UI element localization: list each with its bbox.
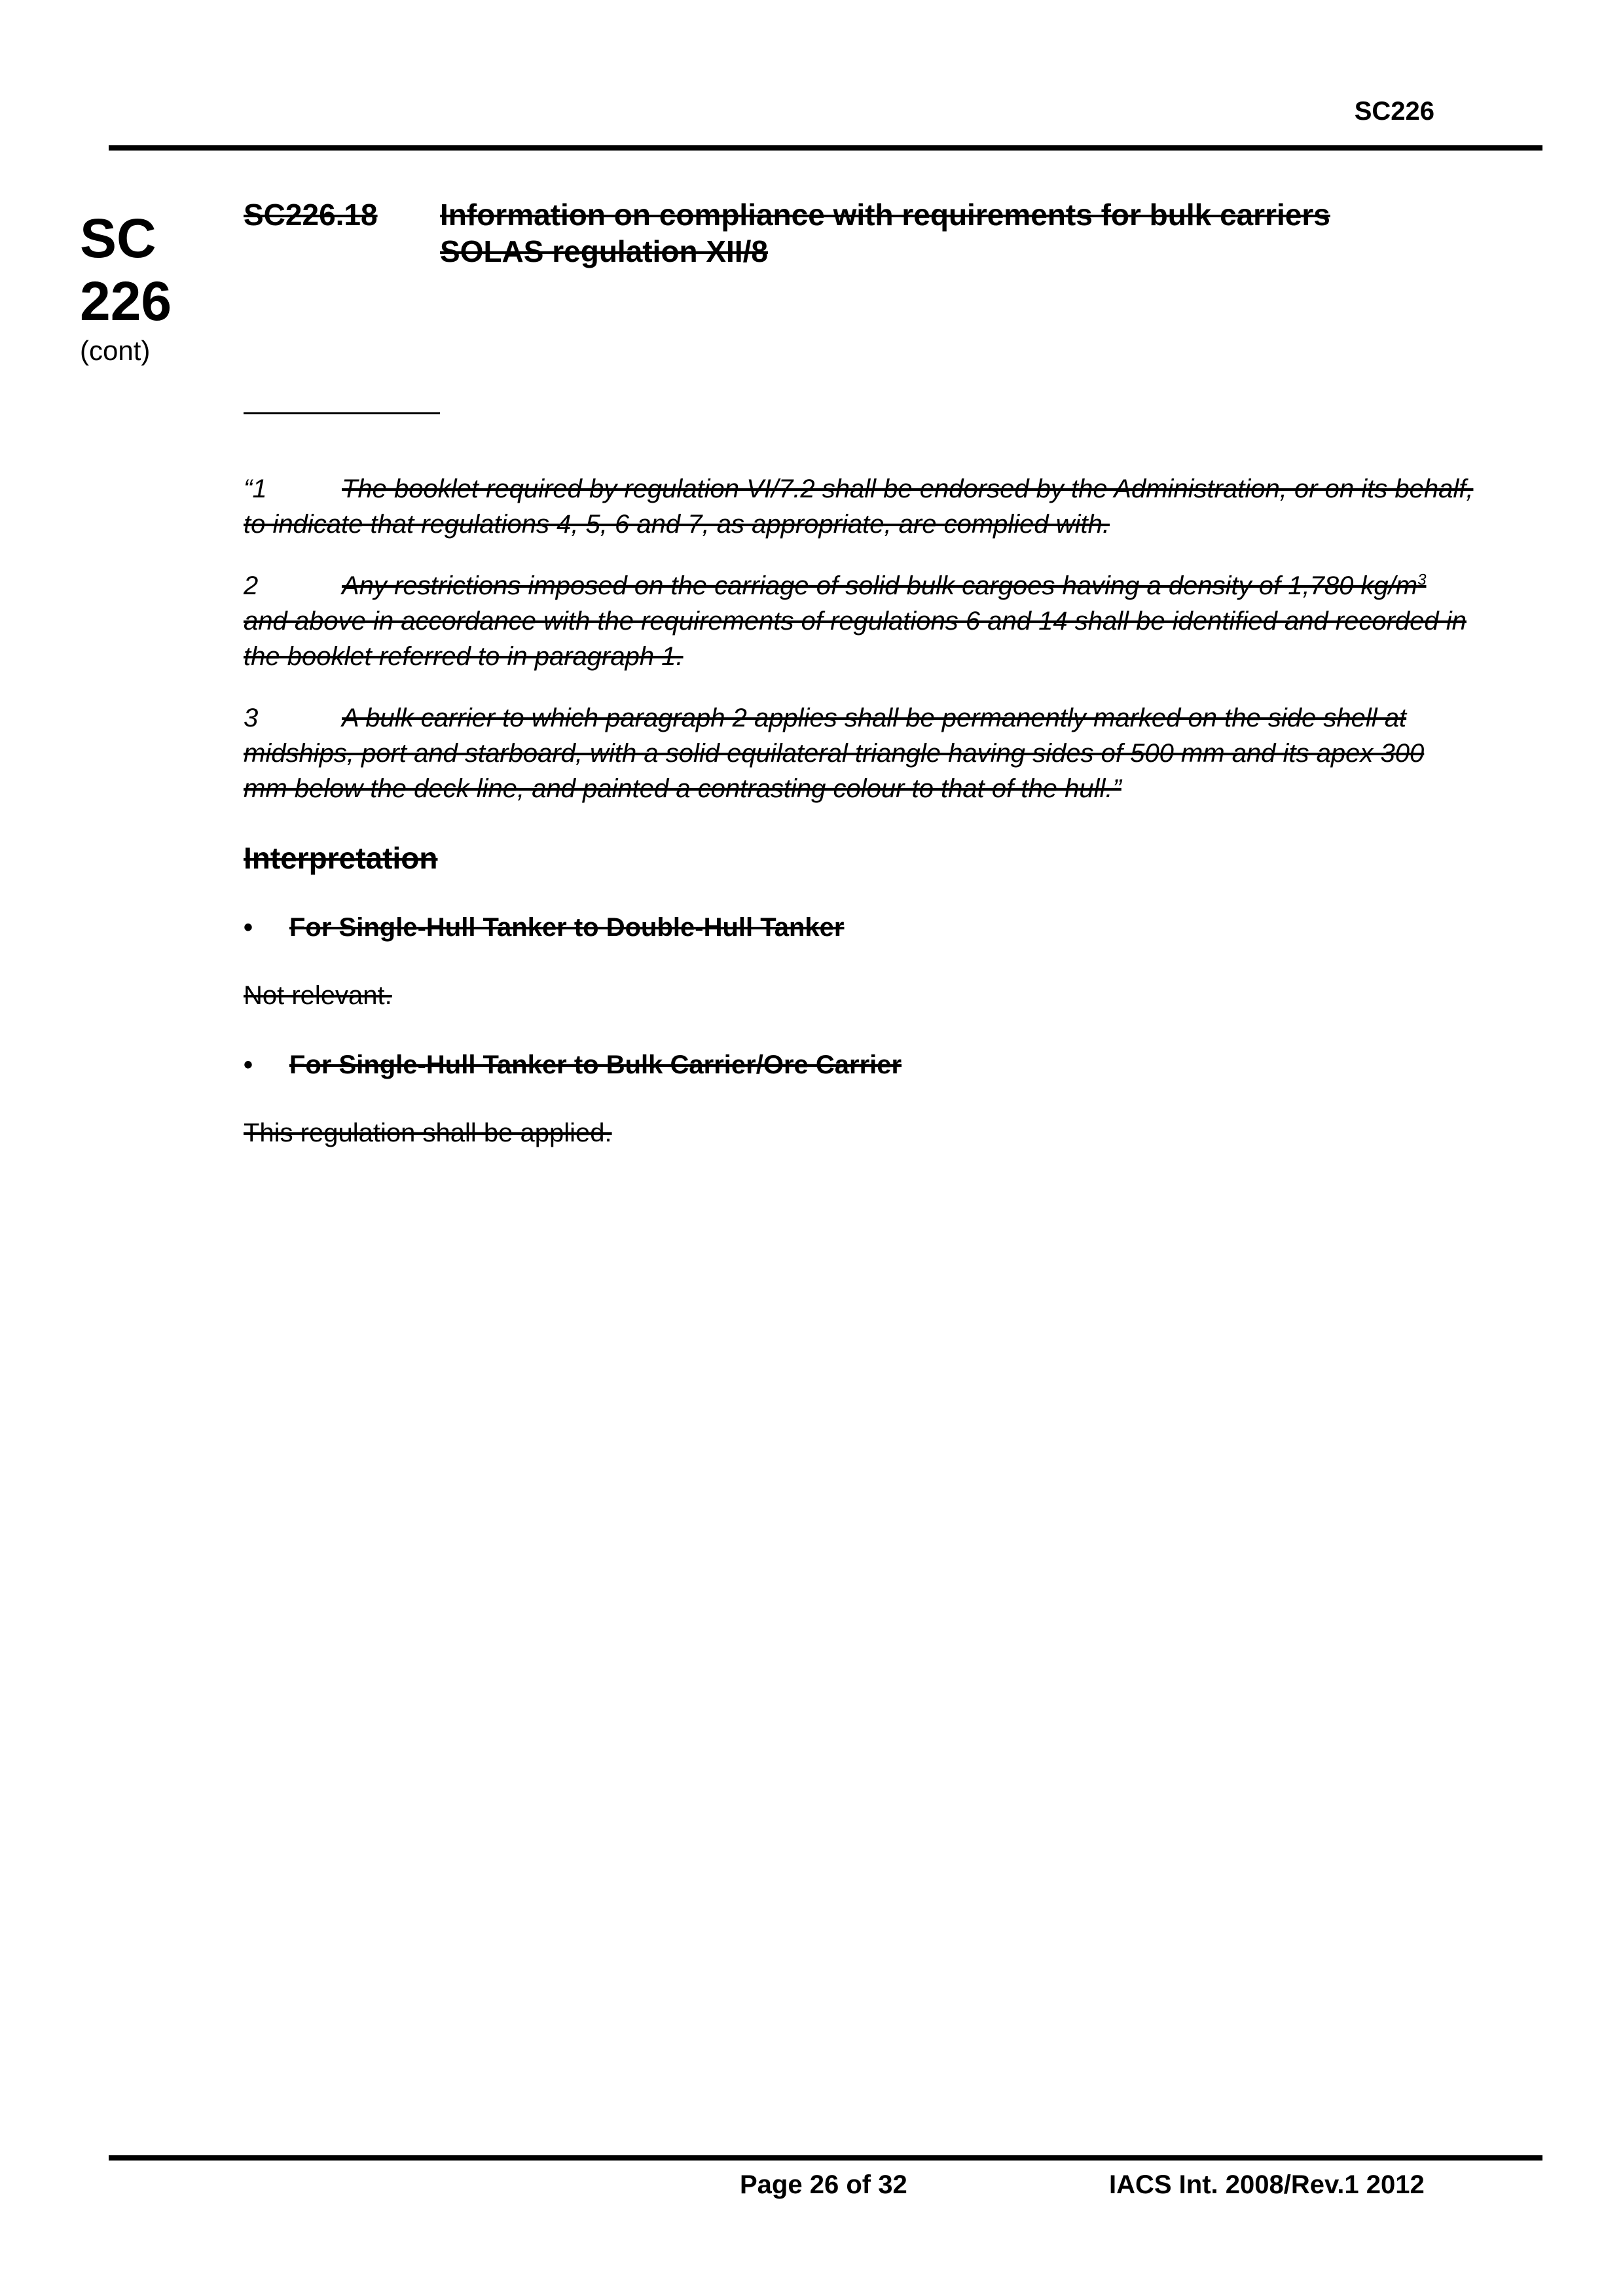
section-heading: [244, 196, 1474, 429]
document-reference: IACS Int. 2008/Rev.1 2012: [1109, 2170, 1425, 2199]
paragraph-number: “1: [244, 475, 267, 503]
regulation-paragraph-1: [244, 471, 1474, 542]
bullet-icon: •: [244, 913, 253, 942]
footer-rule: [109, 2155, 1542, 2161]
interpretation-heading: Interpretation: [244, 841, 438, 875]
paragraph-text-continued: and above in accordance with the requirements of regulations 6 and 14 shall be identified and recorded in the booklet referred to in paragraph 1.: [244, 607, 1467, 671]
interpretation-item-1-title: [244, 910, 1474, 945]
bullet-icon: •: [244, 1050, 253, 1079]
section-number-column: [244, 196, 440, 429]
margin-marker-cont: (cont): [80, 335, 151, 366]
interpretation-item-1-text: Not relevant.: [244, 981, 392, 1010]
page-number: Page 26 of 32: [740, 2170, 907, 2199]
interpretation-item-2-text: This regulation shall be applied.: [244, 1119, 612, 1147]
paragraph-number: 2: [244, 571, 259, 600]
bullet-text: For Single-Hull Tanker to Bulk Carrier/Ore Carrier: [289, 1050, 902, 1079]
paragraph-number: 3: [244, 704, 259, 732]
superscript: 3: [1417, 571, 1427, 589]
section-title: [440, 196, 1330, 429]
section-title-line1: Information on compliance with requirements for bulk carriers: [440, 198, 1330, 232]
margin-marker: [80, 207, 178, 368]
section-number-underline: [244, 393, 440, 429]
section-number: SC226.18: [244, 198, 378, 232]
paragraph-text: Any restrictions imposed on the carriage of solid bulk cargoes having a density of 1,780 kg/m: [342, 571, 1418, 600]
paragraph-text: A bulk carrier to which paragraph 2 applies shall be permanently marked on the side shell at midships, port and starboard, with a solid equilateral triangle having sides of 500 mm and its apex 300 mm below the deck line, and painted a contrasting colour to that of the hull.”: [244, 704, 1425, 803]
margin-marker-number: 226: [80, 270, 172, 332]
paragraph-text: The booklet required by regulation VI/7.2 shall be endorsed by the Administration, or on its behalf, to indicate that regulations 4, 5, 6 and 7, as appropriate, are complied with.: [244, 475, 1474, 539]
margin-marker-sc: SC: [80, 207, 156, 269]
regulation-paragraph-3: [244, 700, 1474, 806]
section-title-line2: SOLAS regulation XII/8: [440, 234, 768, 268]
document-body: [244, 196, 1474, 1151]
header-code: SC226: [1354, 97, 1434, 126]
interpretation-item-2-title: [244, 1047, 1474, 1083]
bullet-text: For Single-Hull Tanker to Double-Hull Tanker: [289, 913, 845, 942]
regulation-paragraph-2: [244, 568, 1474, 674]
header-rule: [109, 145, 1542, 151]
